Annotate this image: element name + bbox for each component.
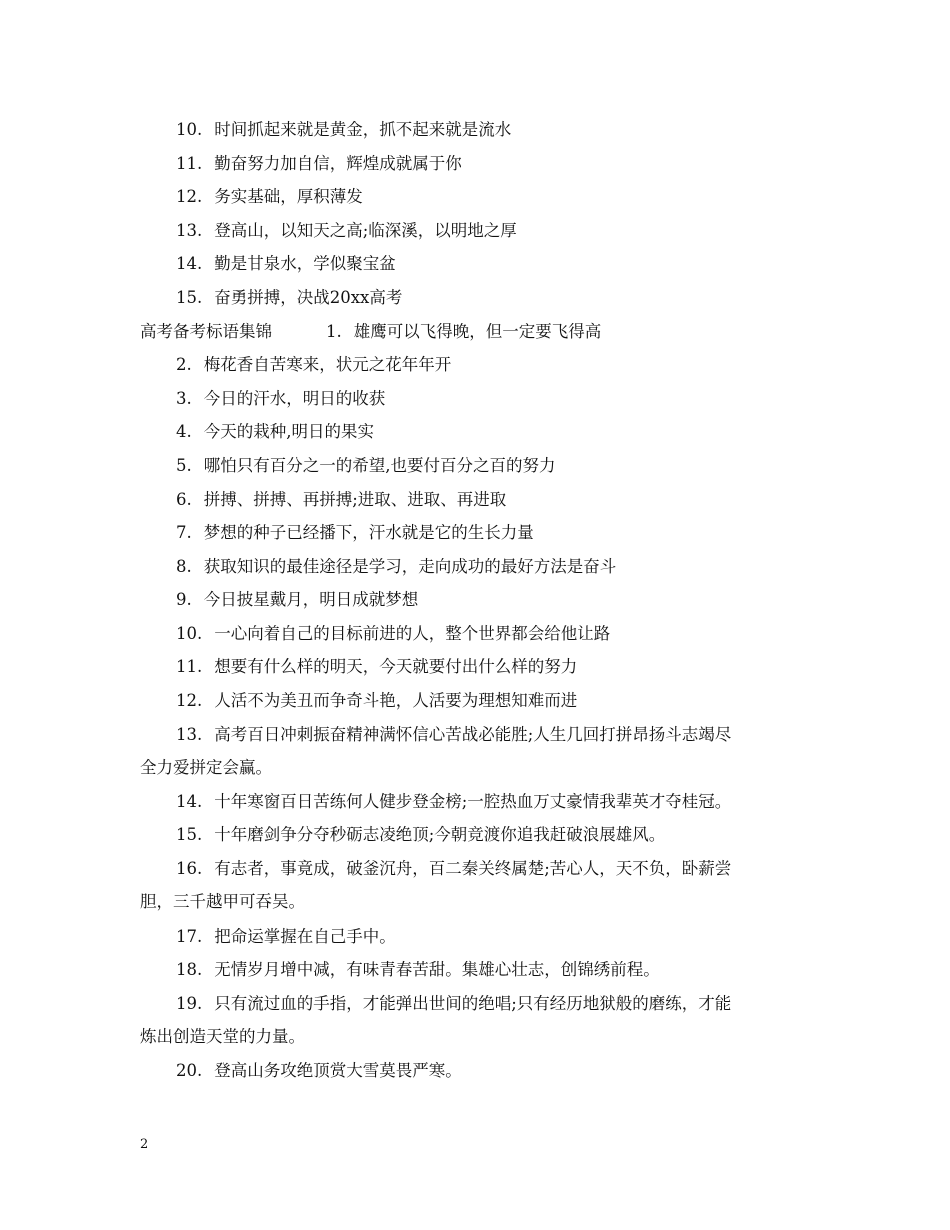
item-text: 梦想的种子已经播下，汗水就是它的生长力量 <box>203 523 534 542</box>
item-text: 炼出创造天堂的力量。 <box>140 1027 305 1046</box>
list-item <box>0 220 950 242</box>
item-text: 梅花香自苦寒来，状元之花年年开 <box>203 355 452 374</box>
list-item <box>0 186 950 208</box>
item-number: 11. <box>176 657 203 676</box>
item-number: 5. <box>176 456 192 475</box>
page-number: 2 <box>140 1137 149 1152</box>
item-text: 哪怕只有百分之一的希望,也要付百分之百的努力 <box>203 456 556 475</box>
list-item <box>0 1060 950 1082</box>
item-text: 胆，三千越甲可吞吴。 <box>140 892 305 911</box>
list-item <box>0 455 950 477</box>
item-text: 想要有什么样的明天，今天就要付出什么样的努力 <box>214 657 578 676</box>
list-item-continuation <box>0 1026 950 1048</box>
item-number: 2. <box>176 355 192 374</box>
item-number: 19. <box>176 994 203 1013</box>
list-item <box>0 287 950 309</box>
item-text: 人活不为美丑而争奇斗艳，人活要为理想知难而进 <box>214 691 578 710</box>
list-item <box>0 589 950 611</box>
item-text: 勤是甘泉水，学似聚宝盆 <box>214 254 396 273</box>
item-number: 11. <box>176 154 203 173</box>
item-number: 14. <box>176 792 203 811</box>
list-item <box>0 522 950 544</box>
item-text: 今日披星戴月，明日成就梦想 <box>203 590 419 609</box>
list-item <box>0 824 950 846</box>
item-number: 7. <box>176 523 192 542</box>
list-item <box>0 153 950 175</box>
item-number: 15. <box>176 825 203 844</box>
item-number: 17. <box>176 927 203 946</box>
section-heading: 高考备考标语集锦 <box>140 322 272 341</box>
item-text: 全力爱拼定会赢。 <box>140 758 272 777</box>
item-text: 十年磨剑争分夺秒砺志凌绝顶;今朝竞渡你追我赶破浪展雄风。 <box>214 825 666 844</box>
list-item <box>0 321 950 343</box>
item-number: 4. <box>176 422 192 441</box>
list-item <box>0 119 950 141</box>
item-number: 13. <box>176 221 203 240</box>
list-item <box>0 253 950 275</box>
list-item <box>0 354 950 376</box>
item-number: 3. <box>176 389 192 408</box>
item-number: 12. <box>176 187 203 206</box>
list-item <box>0 791 950 813</box>
item-number: 9. <box>176 590 192 609</box>
list-item <box>0 421 950 443</box>
item-text: 获取知识的最佳途径是学习，走向成功的最好方法是奋斗 <box>203 557 617 576</box>
item-text: 登高山，以知天之高;临深溪，以明地之厚 <box>214 221 517 240</box>
list-item <box>0 724 950 746</box>
item-number: 13. <box>176 725 203 744</box>
item-text: 登高山务攻绝顶赏大雪莫畏严寒。 <box>214 1061 462 1080</box>
item-number: 16. <box>176 859 203 878</box>
item-text: 时间抓起来就是黄金，抓不起来就是流水 <box>214 120 512 139</box>
list-item <box>0 388 950 410</box>
item-number: 8. <box>176 557 192 576</box>
list-item <box>0 556 950 578</box>
item-number: 6. <box>176 490 192 509</box>
list-item <box>0 858 950 880</box>
item-text: 把命运掌握在自己手中。 <box>214 927 396 946</box>
item-text: 务实基础，厚积薄发 <box>214 187 363 206</box>
list-item <box>0 926 950 948</box>
item-number: 14. <box>176 254 203 273</box>
list-item <box>0 489 950 511</box>
list-item <box>0 993 950 1015</box>
item-text: 十年寒窗百日苦练何人健步登金榜;一腔热血万丈豪情我辈英才夺桂冠。 <box>214 792 732 811</box>
list-item-continuation <box>0 757 950 779</box>
item-text: 雄鹰可以飞得晚，但一定要飞得高 <box>353 322 602 341</box>
list-item <box>0 656 950 678</box>
item-number: 20. <box>176 1061 203 1080</box>
item-text: 今日的汗水，明日的收获 <box>203 389 386 408</box>
list-item-continuation <box>0 891 950 913</box>
item-text: 拼搏、拼搏、再拼搏;进取、进取、再进取 <box>203 490 507 509</box>
list-item <box>0 690 950 712</box>
item-number: 18. <box>176 960 203 979</box>
item-text: 只有流过血的手指，才能弹出世间的绝唱;只有经历地狱般的磨练，才能 <box>214 994 732 1013</box>
item-text: 奋勇拼搏，决战20xx高考 <box>214 288 403 307</box>
item-number: 10. <box>176 120 203 139</box>
list-item <box>0 959 950 981</box>
list-item <box>0 623 950 645</box>
item-text: 勤奋努力加自信，辉煌成就属于你 <box>214 154 462 173</box>
item-number: 12. <box>176 691 203 710</box>
item-text: 有志者，事竟成，破釜沉舟，百二秦关终属楚;苦心人，天不负，卧薪尝 <box>214 859 732 878</box>
item-text: 今天的栽种,明日的果实 <box>203 422 374 441</box>
item-text: 高考百日冲刺振奋精神满怀信心苦战必能胜;人生几回打拼昂扬斗志竭尽 <box>214 725 732 744</box>
item-text: 一心向着自己的目标前进的人，整个世界都会给他让路 <box>214 624 611 643</box>
item-number: 1. <box>326 322 342 341</box>
item-number: 15. <box>176 288 203 307</box>
item-text: 无情岁月增中减，有味青春苦甜。集雄心壮志，创锦绣前程。 <box>214 960 660 979</box>
item-number: 10. <box>176 624 203 643</box>
